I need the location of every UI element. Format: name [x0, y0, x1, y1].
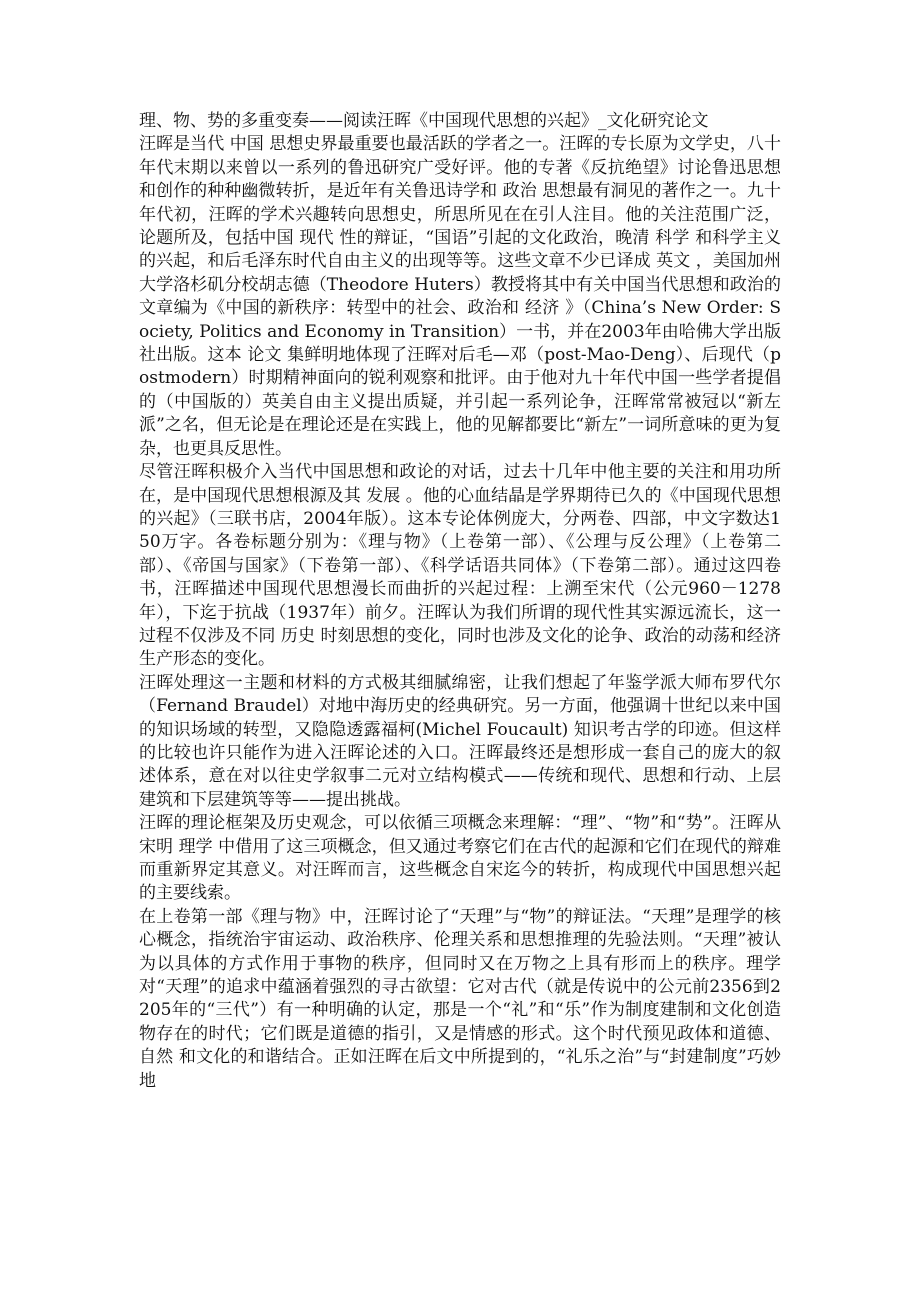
paragraph-4: 汪晖的理论框架及历史观念，可以依循三项概念来理解：“理”、“物”和“势”。汪晖从宋明 理学 中借用了这三项概念，但又通过考察它们在古代的起源和它们在现代的辩难而重新界定其意义。对汪晖而言，这些概念自宋迄今的转折，构成现代中国思想兴起的主要线索。 [139, 813, 781, 904]
article-title: 理、物、势的多重变奏——阅读汪晖《中国现代思想的兴起》_文化研究论文 [139, 111, 709, 131]
paragraph-2: 尽管汪晖积极介入当代中国思想和政论的对话，过去十几年中他主要的关注和用功所在，是中国现代思想根源及其 发展 。他的心血结晶是学界期待已久的《中国现代思想的兴起》（三联书店，2004年版）。这本专论体例庞大，分两卷、四部，中文字数达150万字。各卷标题分别为：《理与物》（上卷第一部）、《公理与反公理》（上卷第二部）、《帝国与国家》（下卷第一部）、《科学话语共同体》（下卷第二部）。通过这四卷书，汪晖描述中国现代思想漫长而曲折的兴起过程：上溯至宋代（公元960－1278年），下迄于抗战（1937年）前夕。汪晖认为我们所谓的现代性其实源远流长，这一过程不仅涉及不同 历史 时刻思想的变化，同时也涉及文化的论争、政治的动荡和经济生产形态的变化。 [139, 462, 781, 670]
paragraph-3: 汪晖处理这一主题和材料的方式极其细腻绵密，让我们想起了年鉴学派大师布罗代尔（Fernand Braudel）对地中海历史的经典研究。另一方面，他强调十世纪以来中国的知识场域的转型，又隐隐透露福柯(Michel Foucault) 知识考古学的印迹。但这样的比较也许只能作为进入汪晖论述的入口。汪晖最终还是想形成一套自己的庞大的叙述体系，意在对以往史学叙事二元对立结构模式——传统和现代、思想和行动、上层建筑和下层建筑等等——提出挑战。 [139, 672, 781, 810]
article-body [139, 110, 781, 1093]
paragraph-5: 在上卷第一部《理与物》中，汪晖讨论了“天理”与“物”的辩证法。“天理”是理学的核心概念，指统治宇宙运动、政治秩序、伦理关系和思想推理的先验法则。“天理”被认为以具体的方式作用于事物的秩序，但同时又在万物之上具有形而上的秩序。理学对“天理”的追求中蕴涵着强烈的寻古欲望：它对古代（就是传说中的公元前2356到2205年的“三代”）有一种明确的认定，那是一个“礼”和“乐”作为制度建制和文化创造物存在的时代；它们既是道德的指引，又是情感的形式。这个时代预见政体和道德、 自然 和文化的和谐结合。正如汪晖在后文中所提到的，“礼乐之治”与“封建制度”巧妙地 [139, 906, 781, 1091]
paragraph-1: 汪晖是当代 中国 思想史界最重要也最活跃的学者之一。汪晖的专长原为文学史，八十年代末期以来曾以一系列的鲁迅研究广受好评。他的专著《反抗绝望》讨论鲁迅思想和创作的种种幽微转折，是近年有关鲁迅诗学和 政治 思想最有洞见的著作之一。九十年代初，汪晖的学术兴趣转向思想史，所思所见在在引人注目。他的关注范围广泛，论题所及，包括中国 现代 性的辩证，“国语”引起的文化政治，晚清 科学 和科学主义的兴起，和后毛泽东时代自由主义的出现等等。这些文章不少已译成 英文 ，美国加州大学洛杉矶分校胡志德（Theodore Huters）教授将其中有关中国当代思想和政治的文章编为《中国的新秩序：转型中的社会、政治和 经济 》（China’s New Order: Society, Politics and Economy in Transition）一书，并在2003年由哈佛大学出版社出版。这本 论文 集鲜明地体现了汪晖对后毛—邓（post-Mao-Deng）、后现代（postmodern）时期精神面向的锐利观察和批评。由于他对九十年代中国一些学者提倡的（中国版的）英美自由主义提出质疑，并引起一系列论争，汪晖常常被冠以“新左派”之名，但无论是在理论还是在实践上，他的见解都要比“新左”一词所意味的更为复杂，也更具反思性。 [139, 134, 781, 459]
